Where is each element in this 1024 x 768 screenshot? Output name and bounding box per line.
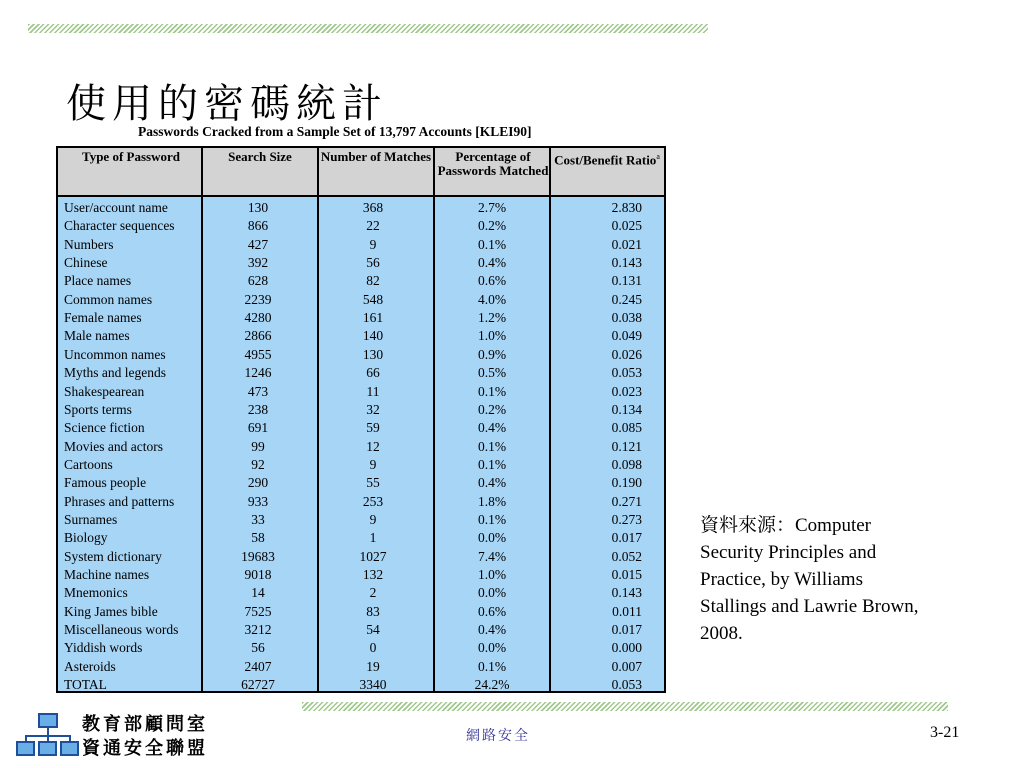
- slide-title: 使用的密碼統計: [66, 81, 388, 127]
- cell-cost-benefit: 0.011: [612, 603, 642, 619]
- cell-search-size: 3212: [244, 622, 272, 638]
- cell-matches: 1: [369, 530, 377, 546]
- cell-search-size: 19683: [241, 548, 275, 564]
- cell-search-size: 1246: [244, 365, 272, 381]
- footer-course-title: 網路安全: [466, 728, 530, 744]
- top-decorative-stripe: [28, 24, 708, 33]
- cell-matches: 132: [362, 567, 384, 582]
- cell-search-size: 62727: [241, 677, 275, 693]
- header-cost-benefit-label: Cost/Benefit Ratio: [554, 152, 657, 168]
- table-row: [58, 511, 664, 529]
- table-row: [58, 621, 664, 639]
- cell-percentage: 0.1%: [477, 658, 507, 674]
- cell-matches: 54: [366, 622, 380, 638]
- cell-percentage: 0.0%: [477, 530, 507, 546]
- cell-password-type: Yiddish words: [64, 640, 143, 656]
- cell-cost-benefit: 0.023: [611, 383, 642, 399]
- cell-cost-benefit: 0.000: [611, 640, 642, 656]
- table-row: [58, 327, 664, 345]
- cell-matches: 9: [369, 511, 377, 527]
- cell-password-type: Famous people: [64, 475, 147, 491]
- table-row: [58, 309, 664, 327]
- cell-percentage: 0.0%: [477, 585, 507, 601]
- cell-matches: 55: [366, 475, 380, 491]
- cell-cost-benefit: 0.017: [611, 530, 642, 546]
- cell-matches: 9: [369, 236, 377, 252]
- cell-percentage: 1.2%: [477, 310, 507, 326]
- cell-matches: 3340: [359, 677, 387, 693]
- cell-search-size: 99: [251, 438, 265, 454]
- cell-password-type: Shakespearean: [64, 383, 145, 399]
- cell-percentage: 0.2%: [477, 401, 507, 417]
- cell-percentage: 0.6%: [477, 273, 507, 289]
- cell-password-type: Phrases and patterns: [64, 493, 175, 509]
- cell-password-type: Male names: [64, 328, 130, 344]
- cell-cost-benefit: 0.273: [611, 511, 642, 527]
- table-row: [58, 493, 664, 511]
- cell-password-type: Movies and actors: [64, 438, 163, 454]
- cell-cost-benefit: 0.049: [611, 328, 642, 344]
- cell-search-size: 2866: [244, 328, 272, 344]
- cell-search-size: 7525: [244, 603, 272, 619]
- cell-percentage: 0.4%: [477, 420, 507, 436]
- cell-percentage: 0.1%: [477, 383, 507, 399]
- cell-percentage: 24.2%: [474, 677, 510, 693]
- cell-cost-benefit: 0.007: [611, 658, 642, 674]
- cell-cost-benefit: 2.830: [611, 200, 642, 215]
- cell-matches: 9: [369, 456, 377, 472]
- cell-matches: 161: [362, 310, 384, 326]
- cell-cost-benefit: 0.085: [611, 420, 642, 436]
- password-statistics-table: [56, 146, 666, 693]
- cell-password-type: Science fiction: [64, 420, 145, 436]
- cell-percentage: 0.5%: [477, 365, 507, 381]
- cell-percentage: 2.7%: [477, 200, 507, 215]
- table-row: [58, 419, 664, 437]
- cell-password-type: Chinese: [64, 255, 108, 271]
- cell-matches: 2: [369, 585, 377, 601]
- cell-password-type: User/account name: [64, 200, 168, 215]
- table-row: [58, 236, 664, 254]
- table-row: [58, 383, 664, 401]
- header-percentage: Percentage of Passwords Matched: [437, 149, 549, 178]
- cell-percentage: 0.1%: [477, 438, 507, 454]
- cell-password-type: System dictionary: [64, 548, 162, 564]
- network-logo-icon: [14, 712, 84, 760]
- cell-search-size: 33: [251, 511, 265, 527]
- table-row: [58, 676, 664, 694]
- cell-search-size: 4955: [244, 346, 272, 362]
- cell-search-size: 628: [247, 273, 269, 289]
- header-cost-benefit: [552, 150, 662, 167]
- cell-percentage: 0.9%: [477, 346, 507, 362]
- table-row: [58, 291, 664, 309]
- cell-percentage: 0.1%: [477, 511, 507, 527]
- header-type: Type of Password: [82, 149, 180, 164]
- cell-search-size: 427: [247, 236, 269, 252]
- cell-password-type: Character sequences: [64, 218, 175, 234]
- table-row: [58, 199, 664, 217]
- table-row: [58, 364, 664, 382]
- table-header-row: [58, 148, 664, 197]
- table-row: [58, 401, 664, 419]
- cell-matches: 0: [369, 640, 377, 656]
- cell-cost-benefit: 0.271: [611, 493, 642, 509]
- cell-cost-benefit: 0.131: [611, 273, 642, 289]
- cell-cost-benefit: 0.021: [611, 236, 642, 252]
- table-row: [58, 658, 664, 676]
- cell-password-type: Surnames: [64, 511, 118, 527]
- cell-percentage: 4.0%: [477, 291, 507, 307]
- cell-matches: 19: [366, 658, 380, 674]
- cell-matches: 82: [366, 273, 380, 289]
- cell-percentage: 1.0%: [477, 567, 507, 582]
- cell-search-size: 290: [247, 475, 269, 491]
- cell-search-size: 56: [251, 640, 265, 656]
- table-row: [58, 603, 664, 621]
- cell-percentage: 0.4%: [477, 622, 507, 638]
- cell-matches: 11: [366, 383, 380, 399]
- organization-name: [82, 713, 208, 761]
- table-row: [58, 584, 664, 602]
- cell-percentage: 0.1%: [477, 456, 507, 472]
- cell-password-type: Myths and legends: [64, 365, 166, 381]
- cell-password-type: Machine names: [64, 567, 150, 582]
- cell-password-type: Common names: [64, 291, 153, 307]
- cell-cost-benefit: 0.038: [611, 310, 642, 326]
- table-row: [58, 639, 664, 657]
- cell-percentage: 0.2%: [477, 218, 507, 234]
- organization-line-1: 教育部顧問室: [82, 714, 208, 735]
- cell-percentage: 0.4%: [477, 475, 507, 491]
- cell-search-size: 9018: [244, 567, 272, 582]
- cell-matches: 22: [366, 218, 380, 234]
- cell-matches: 56: [366, 255, 380, 271]
- cell-cost-benefit: 0.245: [611, 291, 642, 307]
- table-row: [58, 529, 664, 547]
- cell-cost-benefit: 0.134: [611, 401, 642, 417]
- cell-matches: 32: [366, 401, 380, 417]
- page-number: 3-21: [930, 724, 960, 741]
- header-matches: Number of Matches: [320, 149, 432, 164]
- cell-cost-benefit: 0.098: [611, 456, 642, 472]
- cell-matches: 66: [366, 365, 380, 381]
- cell-percentage: 1.0%: [477, 328, 507, 344]
- cell-password-type: Sports terms: [64, 401, 132, 417]
- cell-password-type: TOTAL: [64, 677, 107, 693]
- cell-cost-benefit: 0.052: [611, 548, 642, 564]
- cell-percentage: 7.4%: [477, 548, 507, 564]
- cell-cost-benefit: 0.015: [611, 567, 642, 582]
- table-row: [58, 438, 664, 456]
- table-row: [58, 254, 664, 272]
- cell-password-type: King James bible: [64, 603, 158, 619]
- cell-matches: 140: [362, 328, 384, 344]
- cell-search-size: 4280: [244, 310, 272, 326]
- table-row: [58, 474, 664, 492]
- cell-password-type: Uncommon names: [64, 346, 166, 362]
- cell-cost-benefit: 0.143: [611, 585, 642, 601]
- cell-matches: 83: [366, 603, 380, 619]
- cell-password-type: Asteroids: [64, 658, 116, 674]
- cell-password-type: Mnemonics: [64, 585, 128, 601]
- header-search-size: Search Size: [228, 149, 292, 164]
- cell-search-size: 130: [247, 200, 269, 215]
- header-cost-footnote: a: [656, 152, 660, 161]
- cell-cost-benefit: 0.026: [611, 346, 642, 362]
- cell-cost-benefit: 0.017: [611, 622, 642, 638]
- cell-search-size: 92: [251, 456, 265, 472]
- table-row: [58, 548, 664, 566]
- cell-password-type: Biology: [64, 530, 108, 546]
- cell-matches: 59: [366, 420, 380, 436]
- cell-password-type: Miscellaneous words: [64, 622, 179, 638]
- cell-cost-benefit: 0.025: [611, 218, 642, 234]
- cell-matches: 548: [362, 291, 384, 307]
- organization-line-2: 資通安全聯盟: [82, 738, 208, 759]
- cell-search-size: 2239: [244, 291, 272, 307]
- cell-matches: 1027: [359, 548, 387, 564]
- cell-cost-benefit: 0.121: [611, 438, 642, 454]
- cell-search-size: 14: [251, 585, 265, 601]
- cell-password-type: Numbers: [64, 236, 114, 252]
- cell-cost-benefit: 0.053: [611, 677, 642, 693]
- table-row: [58, 456, 664, 474]
- cell-cost-benefit: 0.143: [611, 255, 642, 271]
- bottom-decorative-stripe: [302, 702, 948, 711]
- cell-matches: 130: [362, 346, 384, 362]
- table-row: [58, 566, 664, 584]
- cell-cost-benefit: 0.190: [611, 475, 642, 491]
- cell-percentage: 0.1%: [477, 236, 507, 252]
- cell-matches: 253: [362, 493, 384, 509]
- cell-search-size: 2407: [244, 658, 272, 674]
- table-row: [58, 272, 664, 290]
- cell-search-size: 58: [251, 530, 265, 546]
- cell-search-size: 691: [247, 420, 269, 436]
- cell-cost-benefit: 0.053: [611, 365, 642, 381]
- cell-percentage: 1.8%: [477, 493, 507, 509]
- source-note: 資料來源：Computer Security Principles and Practice, by Williams Stallings and Lawrie Brown, 2008.: [700, 515, 919, 644]
- cell-search-size: 238: [247, 401, 269, 417]
- cell-matches: 12: [366, 438, 380, 454]
- cell-password-type: Cartoons: [64, 456, 113, 472]
- cell-search-size: 933: [247, 493, 269, 509]
- cell-search-size: 473: [247, 383, 269, 399]
- cell-percentage: 0.0%: [477, 640, 507, 656]
- cell-percentage: 0.4%: [477, 255, 507, 271]
- table-row: [58, 217, 664, 235]
- cell-matches: 368: [362, 200, 384, 215]
- cell-search-size: 392: [247, 255, 269, 271]
- cell-percentage: 0.6%: [477, 603, 507, 619]
- table-row: [58, 346, 664, 364]
- cell-search-size: 866: [247, 218, 269, 234]
- cell-password-type: Female names: [64, 310, 142, 326]
- cell-password-type: Place names: [64, 273, 132, 289]
- table-caption: Passwords Cracked from a Sample Set of 13,797 Accounts [KLEI90]: [138, 124, 532, 139]
